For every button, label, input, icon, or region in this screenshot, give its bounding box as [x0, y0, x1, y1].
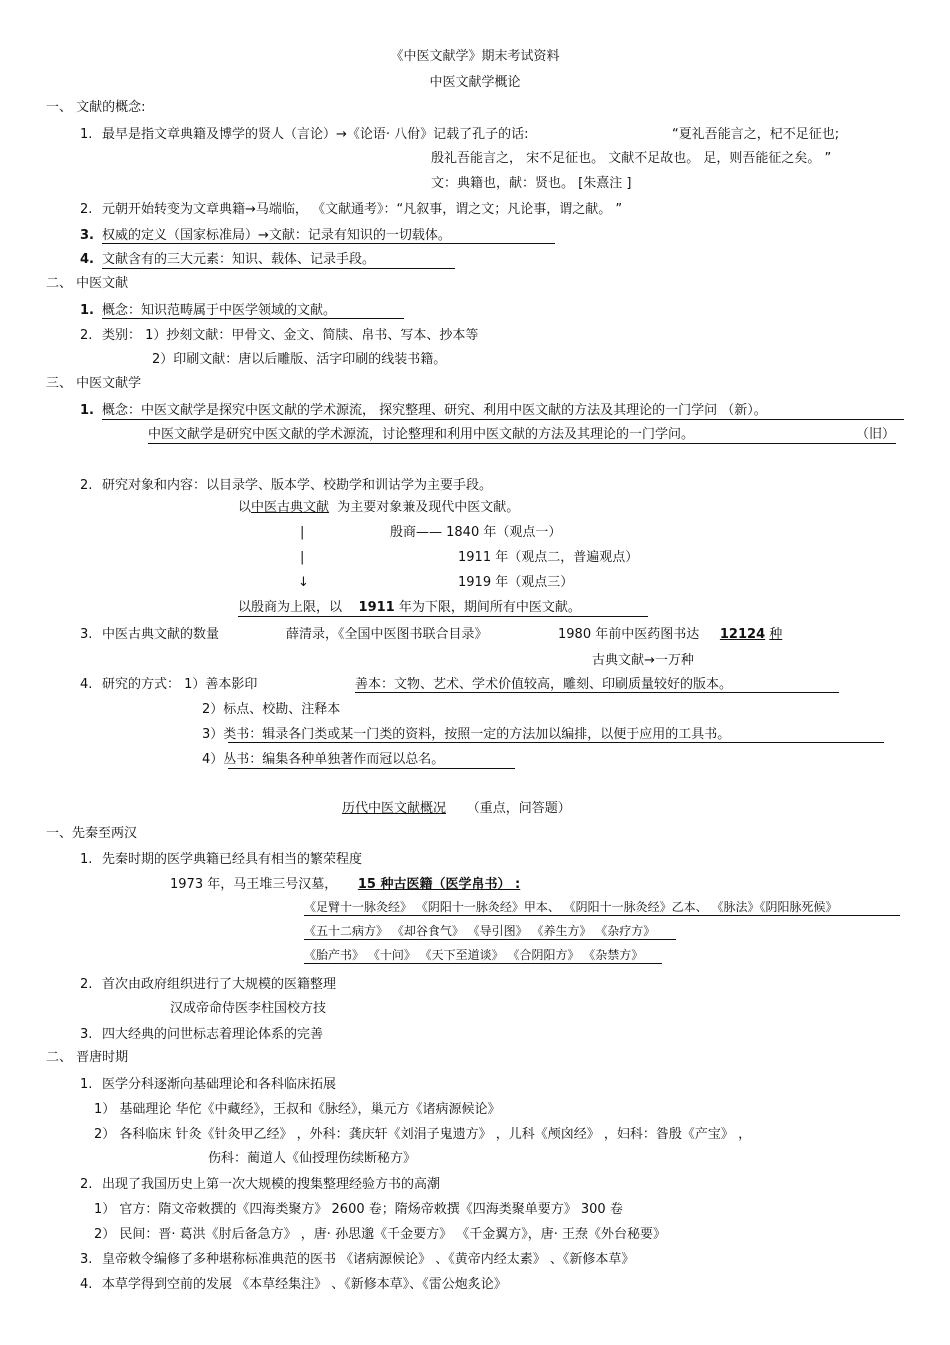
- item-number: 4.: [80, 252, 94, 267]
- section-heading: 一、 文献的概念:: [46, 100, 146, 115]
- item-number: 3.: [80, 627, 93, 642]
- book-list: 《足臂十一脉灸经》 《阴阳十一脉灸经》甲本、 《阴阳十一脉灸经》乙本、 《脉法》《阴阳脉死候》: [304, 900, 838, 914]
- item-text: 类别： 1）抄刻文献：甲骨文、金文、简牍、帛书、写本、抄本等: [102, 328, 479, 343]
- item-text: 文献含有的三大元素：知识、载体、记录手段。: [102, 252, 376, 267]
- item-number: 3.: [80, 228, 94, 243]
- quote-line: “夏礼吾能言之，杞不足征也;: [672, 127, 840, 142]
- book-list: 《胎产书》 《十问》 《天下至道谈》 《合阴阳方》 《杂禁方》: [304, 948, 644, 962]
- item-number: 4.: [80, 677, 93, 692]
- quote-line: 殷礼吾能言之， 宋不足征也。 文献不足故也。 足，则吾能征之矣。 ”: [431, 151, 832, 166]
- underline: [355, 692, 839, 693]
- item-text: 皇帝敕令编修了多种堪称标准典范的医书 《诸病源候论》 、《黄帝内经太素》 、《新修本草》: [102, 1252, 635, 1267]
- annotation-line: 文：典籍也，献：贤也。 [朱熹注 ]: [431, 176, 632, 191]
- definition-old: 中医文献学是研究中医文献的学术源流，讨论整理和利用中医文献的方法及其理论的一门学问。: [148, 427, 695, 442]
- sub-item: 1） 官方：隋文帝敕撰的《四海类聚方》 2600 卷；隋炀帝敕撰《四海类聚单要方》 300 卷: [94, 1202, 623, 1217]
- sub-item: 伤科：蔺道人《仙授理伤续断秘方》: [208, 1151, 417, 1166]
- item-text: 医学分科逐渐向基础理论和各科临床拓展: [102, 1077, 337, 1092]
- sub-item: 2） 各科临床 针灸《针灸甲乙经》 ，外科：龚庆轩《刘涓子鬼遗方》 ，儿科《颅囟经》 ，妇科：昝殷《产宝》 ，: [94, 1127, 752, 1142]
- underline: [148, 443, 896, 444]
- item-text: 研究的方式： 1）善本影印: [102, 677, 258, 692]
- definition-text: 善本：文物、艺术、学术价值较高，雕刻、印刷质量较好的版本。: [355, 677, 733, 692]
- timeline-arrow: ↓: [298, 575, 309, 590]
- timeline-point: 殷商—— 1840 年（观点一）: [390, 525, 562, 540]
- underline: [102, 268, 455, 269]
- timeline-bar: |: [300, 550, 305, 565]
- item-text: 出现了我国历史上第一次大规模的搜集整理经验方书的高潮: [102, 1177, 441, 1192]
- sub-item: 2） 民间：晋· 葛洪《肘后备急方》 ，唐· 孙思邈《千金要方》 《千金翼方》，唐· 王焘《外台秘要》: [94, 1227, 666, 1242]
- underline: [102, 318, 404, 319]
- item-text: 最早是指文章典籍及博学的贤人（言论）→《论语· 八佾》记载了孔子的话:: [102, 127, 529, 142]
- underline: [304, 963, 662, 964]
- scope-line: 以中医古典文献 为主要对象兼及现代中医文献。: [238, 500, 520, 515]
- item-number: 2.: [80, 202, 93, 217]
- sub-item: 汉成帝命侍医李柱国校方技: [170, 1001, 327, 1016]
- item-number: 1.: [80, 303, 94, 318]
- section-heading: 二、 中医文献: [46, 276, 129, 291]
- item-text: 中医古典文献的数量: [102, 627, 220, 642]
- item-text: 先秦时期的医学典籍已经具有相当的繁荣程度: [102, 852, 363, 867]
- item-number: 3.: [80, 1027, 93, 1042]
- underline: [102, 419, 904, 420]
- timeline-bar: |: [300, 525, 305, 540]
- item-text: 首次由政府组织进行了大规模的医籍整理: [102, 977, 337, 992]
- sub-item: 4）丛书：编集各种单独著作而冠以总名。: [202, 752, 445, 767]
- section-heading: 一、先秦至两汉: [46, 826, 138, 841]
- sub-item: 2）标点、校勘、注释本: [202, 702, 341, 717]
- item-number: 1.: [80, 1077, 93, 1092]
- item-text: 元朝开始转变为文章典籍→马端临， 《文献通考》：“凡叙事，谓之文；凡论事，谓之献。 ”: [102, 202, 623, 217]
- item-number: 2.: [80, 328, 93, 343]
- document-title: 《中医文献学》期末考试资料: [390, 49, 560, 64]
- item-number: 2.: [80, 977, 93, 992]
- section-heading: 二、 晋唐时期: [46, 1050, 129, 1065]
- underline: [304, 915, 900, 916]
- item-number: 2.: [80, 478, 93, 493]
- sub-item: 1） 基础理论 华佗《中藏经》，王叔和《脉经》，巢元方《诸病源候论》: [94, 1102, 501, 1117]
- underline: [228, 742, 884, 743]
- underline: [238, 616, 648, 617]
- section-title: 历代中医文献概况 （重点，问答题）: [342, 801, 571, 816]
- item-text: 概念：中医文献学是探究中医文献的学术源流， 探究整理、研究、利用中医文献的方法及其理论的一门学问 （新）。: [102, 403, 767, 418]
- timeline-point: 1911 年（观点二，普遍观点）: [458, 550, 639, 565]
- book-list: 《五十二病方》 《却谷食气》 《导引图》 《养生方》 《杂疗方》: [304, 924, 656, 938]
- item-number: 4.: [80, 1277, 93, 1292]
- item-text: 本草学得到空前的发展 《本草经集注》 、《新修本草》、《雷公炮炙论》: [102, 1277, 507, 1292]
- item-text: 四大经典的问世标志着理论体系的完善: [102, 1027, 324, 1042]
- item-number: 1.: [80, 403, 94, 418]
- underline: [102, 243, 555, 244]
- sub-item: 古典文献→一万种: [592, 653, 694, 668]
- underline: [304, 939, 676, 940]
- item-text: 研究对象和内容：以目录学、版本学、校勘学和训诂学为主要手段。: [102, 478, 493, 493]
- definition-tag: （旧）: [856, 427, 896, 442]
- underline: [228, 768, 515, 769]
- item-text: 概念：知识范畴属于中医学领域的文献。: [102, 303, 337, 318]
- document-subtitle: 中医文献学概论: [429, 75, 521, 90]
- item-text: 权威的定义（国家标准局）→文献：记录有知识的一切载体。: [102, 228, 451, 243]
- item-number: 1.: [80, 852, 93, 867]
- sub-item: 3）类书：辑录各门类或某一门类的资料，按照一定的方法加以编排，以便于应用的工具书。: [202, 727, 731, 742]
- discovery-line: 1973 年，马王堆三号汉墓， 15 种古医籍（医学帛书） :: [170, 877, 521, 892]
- timeline-point: 1919 年（观点三）: [458, 575, 574, 590]
- item-number: 1.: [80, 127, 93, 142]
- item-number: 3.: [80, 1252, 93, 1267]
- sub-item: 2）印刷文献：唐以后雕版、活字印刷的线装书籍。: [152, 352, 447, 367]
- section-heading: 三、 中医文献学: [46, 376, 142, 391]
- source-text: 薛清录，《全国中医图书联合目录》: [286, 627, 488, 642]
- count-text: 1980 年前中医药图书达 12124 种: [558, 627, 783, 642]
- scope-summary: 以殷商为上限，以 1911 年为下限，期间所有中医文献。: [238, 600, 581, 615]
- item-number: 2.: [80, 1177, 93, 1192]
